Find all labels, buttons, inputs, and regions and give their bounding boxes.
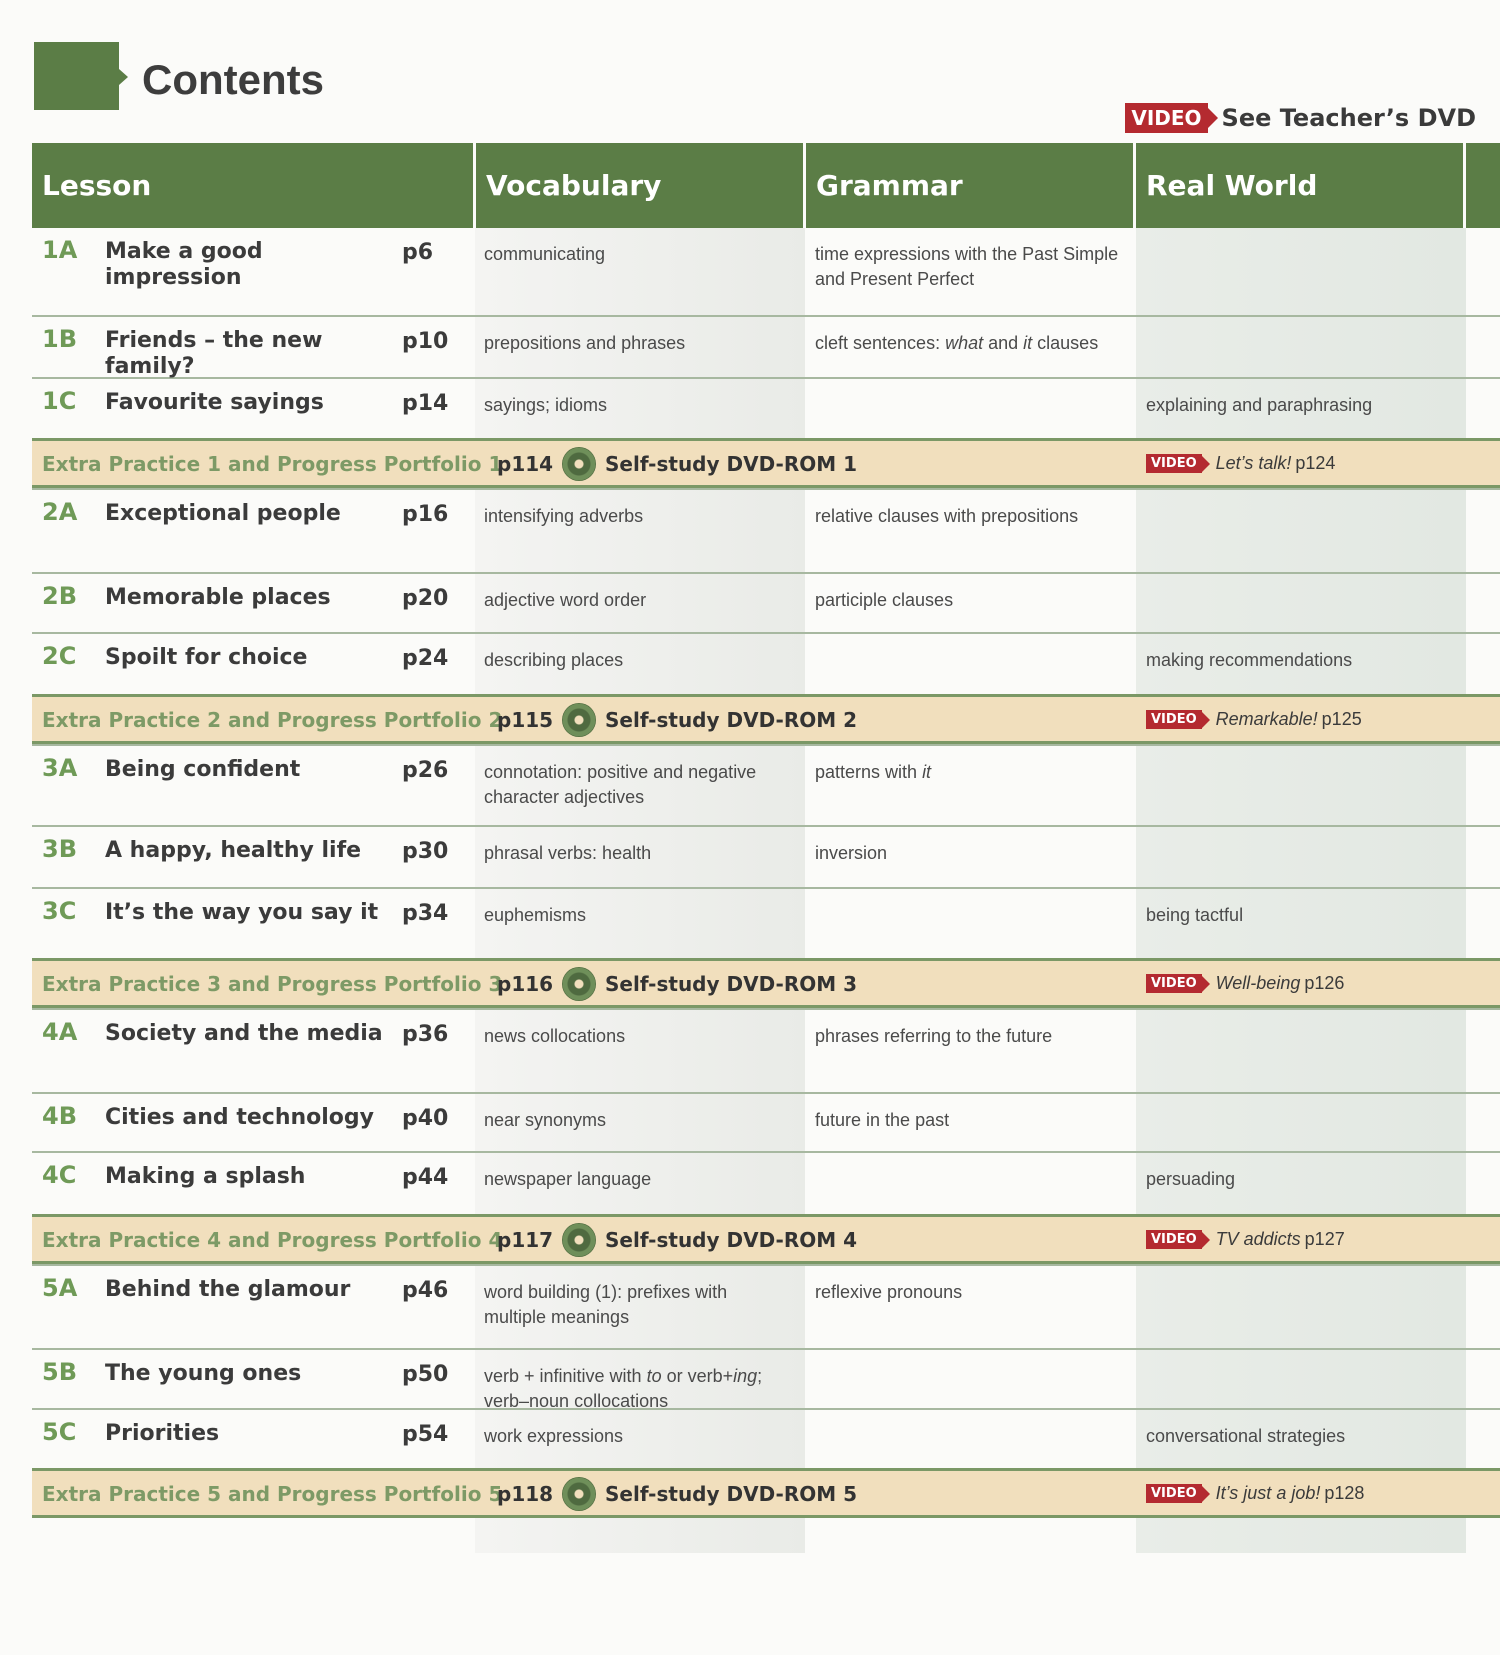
lesson-code: 4B bbox=[42, 1102, 77, 1130]
lesson-title: Behind the glamour bbox=[105, 1277, 351, 1302]
self-study-dvd-label: Self-study DVD-ROM 3 bbox=[605, 972, 858, 996]
video-title: TV addicts bbox=[1215, 1229, 1301, 1249]
lesson-row[interactable] bbox=[32, 228, 1500, 317]
lesson-vocabulary: phrasal verbs: health bbox=[484, 843, 652, 863]
lesson-page: p36 bbox=[402, 1022, 449, 1047]
lesson-page: p30 bbox=[402, 839, 449, 864]
video-title: It’s just a job! bbox=[1215, 1483, 1321, 1503]
lesson-real-world: persuading bbox=[1146, 1169, 1236, 1189]
header-real-world: Real World bbox=[1136, 143, 1466, 228]
lesson-vocabulary: word building (1): prefixes with multiple meanings bbox=[484, 1282, 728, 1327]
extra-practice-label: Extra Practice 4 and Progress Portfolio 4 bbox=[42, 1228, 503, 1252]
lesson-row[interactable] bbox=[32, 1350, 1500, 1410]
lesson-vocabulary: sayings; idioms bbox=[484, 395, 608, 415]
lesson-title: Cities and technology bbox=[105, 1105, 374, 1130]
dvd-rom-icon bbox=[562, 967, 596, 1001]
extra-practice-label: Extra Practice 5 and Progress Portfolio 5 bbox=[42, 1482, 503, 1506]
lesson-page: p34 bbox=[402, 901, 449, 926]
dvd-rom-icon bbox=[562, 703, 596, 737]
lesson-row[interactable] bbox=[32, 889, 1500, 958]
lesson-title: Favourite sayings bbox=[105, 390, 324, 415]
video-reference[interactable] bbox=[1146, 1483, 1364, 1504]
self-study-dvd-label: Self-study DVD-ROM 2 bbox=[605, 708, 858, 732]
extra-practice-row[interactable] bbox=[32, 958, 1500, 1008]
lesson-vocabulary: intensifying adverbs bbox=[484, 506, 644, 526]
lesson-code: 4C bbox=[42, 1161, 77, 1189]
self-study-dvd-label: Self-study DVD-ROM 1 bbox=[605, 452, 858, 476]
lesson-title: Making a splash bbox=[105, 1164, 306, 1189]
video-title: Remarkable! bbox=[1215, 709, 1318, 729]
lesson-code: 2C bbox=[42, 642, 77, 670]
dvd-note-text: See Teacher’s DVD bbox=[1221, 104, 1476, 132]
lesson-page: p50 bbox=[402, 1362, 449, 1387]
extra-practice-label: Extra Practice 2 and Progress Portfolio 2 bbox=[42, 708, 503, 732]
lesson-vocabulary: euphemisms bbox=[484, 905, 587, 925]
lesson-page: p26 bbox=[402, 758, 449, 783]
extra-practice-page: p117 bbox=[497, 1228, 554, 1252]
lesson-vocabulary: verb + infinitive with to or verb+ing; verb–noun collocations bbox=[484, 1366, 763, 1411]
lesson-real-world: making recommendations bbox=[1146, 650, 1353, 670]
lesson-title: Spoilt for choice bbox=[105, 645, 308, 670]
extra-practice-row[interactable] bbox=[32, 1214, 1500, 1264]
video-page: p126 bbox=[1304, 973, 1345, 993]
video-tag: VIDEO bbox=[1146, 710, 1202, 729]
lesson-page: p10 bbox=[402, 329, 449, 354]
video-page: p127 bbox=[1304, 1229, 1345, 1249]
lesson-grammar: future in the past bbox=[815, 1110, 950, 1130]
lesson-title: Priorities bbox=[105, 1421, 220, 1446]
video-tag: VIDEO bbox=[1146, 1484, 1202, 1503]
lesson-code: 5C bbox=[42, 1418, 77, 1446]
lesson-page: p24 bbox=[402, 646, 449, 671]
video-page: p124 bbox=[1295, 453, 1336, 473]
extra-practice-row[interactable] bbox=[32, 438, 1500, 488]
video-tag: VIDEO bbox=[1146, 454, 1202, 473]
lesson-row[interactable] bbox=[32, 574, 1500, 634]
lesson-real-world: being tactful bbox=[1146, 905, 1244, 925]
lesson-row[interactable] bbox=[32, 827, 1500, 889]
lesson-vocabulary: prepositions and phrases bbox=[484, 333, 686, 353]
lesson-code: 1A bbox=[42, 236, 78, 264]
lesson-row[interactable] bbox=[32, 1153, 1500, 1214]
lesson-grammar: relative clauses with prepositions bbox=[815, 506, 1079, 526]
lesson-title: A happy, healthy life bbox=[105, 838, 362, 863]
lesson-row[interactable] bbox=[32, 488, 1500, 574]
lesson-grammar: patterns with it bbox=[815, 762, 932, 782]
lesson-grammar: time expressions with the Past Simple and Present Perfect bbox=[815, 244, 1119, 289]
extra-practice-page: p116 bbox=[497, 972, 554, 996]
header-vocabulary: Vocabulary bbox=[476, 143, 806, 228]
lesson-vocabulary: describing places bbox=[484, 650, 624, 670]
video-reference[interactable] bbox=[1146, 709, 1362, 730]
video-title: Well-being bbox=[1215, 973, 1301, 993]
extra-practice-page: p118 bbox=[497, 1482, 554, 1506]
extra-practice-page: p115 bbox=[497, 708, 554, 732]
lesson-row[interactable] bbox=[32, 1008, 1500, 1094]
lesson-vocabulary: newspaper language bbox=[484, 1169, 652, 1189]
self-study-dvd-label: Self-study DVD-ROM 5 bbox=[605, 1482, 858, 1506]
self-study-dvd-label: Self-study DVD-ROM 4 bbox=[605, 1228, 858, 1252]
lesson-row[interactable] bbox=[32, 1094, 1500, 1153]
dvd-rom-icon bbox=[562, 1223, 596, 1257]
video-reference[interactable] bbox=[1146, 1229, 1345, 1250]
extra-practice-row[interactable] bbox=[32, 694, 1500, 744]
lesson-code: 4A bbox=[42, 1018, 78, 1046]
lesson-title: Make a good impression bbox=[105, 239, 263, 290]
lesson-vocabulary: news collocations bbox=[484, 1026, 626, 1046]
lesson-row[interactable] bbox=[32, 1264, 1500, 1350]
lesson-grammar: phrases referring to the future bbox=[815, 1026, 1053, 1046]
lesson-grammar: inversion bbox=[815, 843, 888, 863]
lesson-page: p14 bbox=[402, 391, 449, 416]
table-header bbox=[32, 143, 1500, 228]
lesson-title: Exceptional people bbox=[105, 501, 341, 526]
lesson-page: p40 bbox=[402, 1106, 449, 1131]
lesson-code: 2B bbox=[42, 582, 77, 610]
lesson-code: 5B bbox=[42, 1358, 77, 1386]
dvd-rom-icon bbox=[562, 1477, 596, 1511]
lesson-vocabulary: adjective word order bbox=[484, 590, 647, 610]
video-page: p125 bbox=[1321, 709, 1362, 729]
lesson-vocabulary: connotation: positive and negative character adjectives bbox=[484, 762, 757, 807]
lesson-grammar: participle clauses bbox=[815, 590, 954, 610]
lesson-row[interactable] bbox=[32, 379, 1500, 438]
lesson-grammar: reflexive pronouns bbox=[815, 1282, 963, 1302]
extra-practice-label: Extra Practice 1 and Progress Portfolio 1 bbox=[42, 452, 503, 476]
lesson-code: 1B bbox=[42, 325, 77, 353]
lesson-vocabulary: work expressions bbox=[484, 1426, 624, 1446]
lesson-row[interactable] bbox=[32, 634, 1500, 694]
extra-practice-label: Extra Practice 3 and Progress Portfolio 3 bbox=[42, 972, 503, 996]
lesson-title: Memorable places bbox=[105, 585, 331, 610]
video-tag: VIDEO bbox=[1146, 1230, 1202, 1249]
lesson-code: 3B bbox=[42, 835, 77, 863]
lesson-row[interactable] bbox=[32, 317, 1500, 379]
dvd-rom-icon bbox=[562, 447, 596, 481]
video-reference[interactable] bbox=[1146, 973, 1344, 994]
contents-table bbox=[32, 228, 1500, 1518]
lesson-real-world: conversational strategies bbox=[1146, 1426, 1346, 1446]
header-lesson: Lesson bbox=[32, 143, 476, 228]
video-title: Let’s talk! bbox=[1215, 453, 1292, 473]
lesson-real-world: explaining and paraphrasing bbox=[1146, 395, 1373, 415]
lesson-code: 3C bbox=[42, 897, 77, 925]
lesson-page: p6 bbox=[402, 240, 434, 265]
lesson-code: 3A bbox=[42, 754, 78, 782]
lesson-row[interactable] bbox=[32, 1410, 1500, 1468]
lesson-page: p16 bbox=[402, 502, 449, 527]
lesson-code: 2A bbox=[42, 498, 78, 526]
lesson-code: 1C bbox=[42, 387, 77, 415]
lesson-title: Society and the media bbox=[105, 1021, 383, 1046]
extra-practice-page: p114 bbox=[497, 452, 554, 476]
header-grammar: Grammar bbox=[806, 143, 1136, 228]
lesson-page: p46 bbox=[402, 1278, 449, 1303]
lesson-grammar: cleft sentences: what and it clauses bbox=[815, 333, 1099, 353]
lesson-title: Being confident bbox=[105, 757, 301, 782]
lesson-vocabulary: near synonyms bbox=[484, 1110, 607, 1130]
lesson-row[interactable] bbox=[32, 744, 1500, 827]
dvd-note bbox=[1125, 103, 1476, 133]
lesson-code: 5A bbox=[42, 1274, 78, 1302]
video-reference[interactable] bbox=[1146, 453, 1335, 474]
title-block bbox=[34, 42, 119, 110]
lesson-title: Friends – the new family? bbox=[105, 328, 323, 379]
video-tag: VIDEO bbox=[1146, 974, 1202, 993]
extra-practice-row[interactable] bbox=[32, 1468, 1500, 1518]
lesson-title: The young ones bbox=[105, 1361, 302, 1386]
lesson-page: p20 bbox=[402, 586, 449, 611]
lesson-page: p54 bbox=[402, 1422, 449, 1447]
lesson-page: p44 bbox=[402, 1165, 449, 1190]
header-extra bbox=[1466, 143, 1500, 228]
lesson-title: It’s the way you say it bbox=[105, 900, 379, 925]
lesson-vocabulary: communicating bbox=[484, 244, 606, 264]
page-title: Contents bbox=[142, 56, 324, 103]
video-tag: VIDEO bbox=[1125, 103, 1207, 133]
video-page: p128 bbox=[1324, 1483, 1365, 1503]
